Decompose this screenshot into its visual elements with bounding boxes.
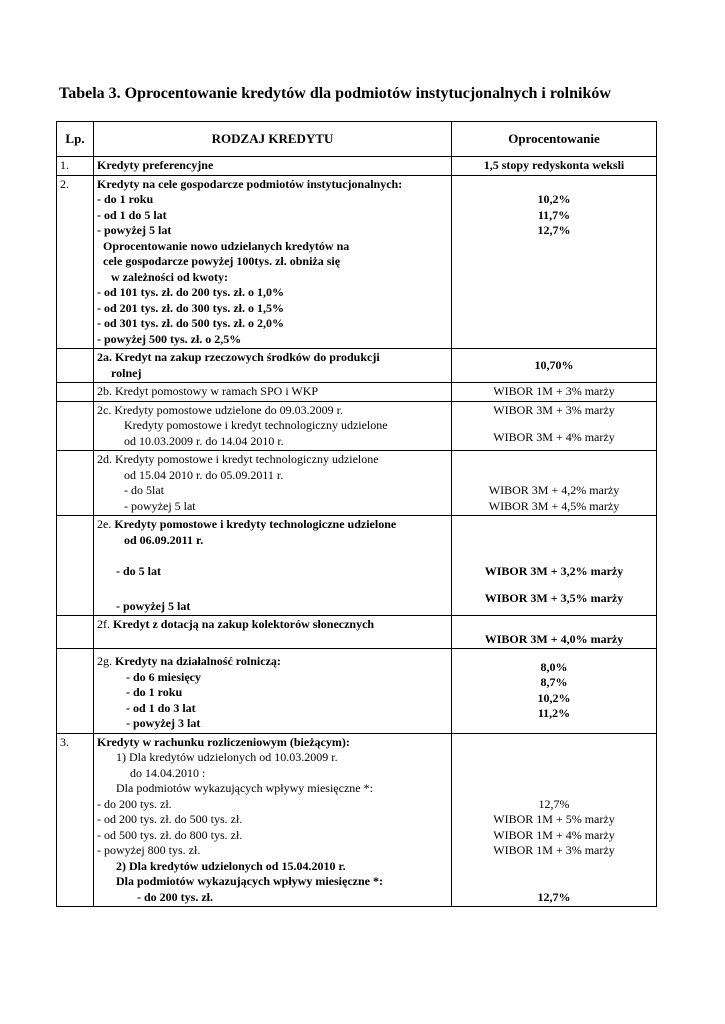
credit-kind-line: - do 1 roku xyxy=(126,685,183,699)
credit-kind-line: - do 1 roku xyxy=(97,192,154,206)
credit-rate xyxy=(452,451,657,516)
credit-kind-line: 2c. Kredyty pomostowe udzielone do 09.03.2009 r. xyxy=(97,402,343,417)
credit-kind-line: - powyżej 800 tys. zł. xyxy=(97,843,201,857)
credit-kind xyxy=(94,349,452,383)
credit-kind-line: - od 201 tys. zł. do 300 tys. zł. o 1,5% xyxy=(97,300,284,315)
credit-kind-line: od 15.04 2010 r. do 05.09.2011 r. xyxy=(124,467,284,482)
rate-value: 10,2% xyxy=(537,192,571,206)
credit-kind-line: - od 301 tys. zł. do 500 tys. zł. o 2,0% xyxy=(97,316,284,330)
table-row xyxy=(57,401,657,451)
table-row xyxy=(57,157,657,176)
credit-kind xyxy=(94,451,452,516)
credit-kind-line: od 06.09.2011 r. xyxy=(124,532,204,547)
table-row xyxy=(57,733,657,907)
credit-kind-line: Kredyty na cele gospodarcze podmiotów instytucjonalnych: xyxy=(97,176,403,191)
header-rate: Oprocentowanie xyxy=(452,122,657,157)
rate-value: 12,7% xyxy=(537,223,571,237)
rate-value: WIBOR 3M + 4,2% marży xyxy=(488,483,620,497)
credit-kind-line: rolnej xyxy=(111,365,142,380)
row-number: 1. xyxy=(57,157,94,176)
credit-kind-line: - do 5 lat xyxy=(116,563,161,578)
table-row xyxy=(57,175,657,349)
credit-kind-line: Dla podmiotów wykazujących wpływy miesięczne *: xyxy=(116,874,383,888)
credit-kind-line: 2g. Kredyty na działalność rolniczą: xyxy=(97,654,281,668)
credit-kind-line: do 14.04.2010 : xyxy=(130,765,206,780)
credit-kind-line: - do 200 tys. zł. xyxy=(137,889,213,904)
credit-kind-line: Oprocentowanie nowo udzielanych kredytów na xyxy=(103,238,350,253)
credit-kind-line: - od 101 tys. zł. do 200 tys. zł. o 1,0% xyxy=(97,285,284,299)
rate-value: 11,7% xyxy=(537,207,571,222)
credit-kind-line: - od 200 tys. zł. do 500 tys. zł. xyxy=(97,812,243,826)
credit-kind xyxy=(94,175,452,349)
rate-value: WIBOR 1M + 4% marży xyxy=(493,827,615,842)
credit-kind-line: - powyżej 500 tys. zł. o 2,5% xyxy=(97,331,242,346)
credit-rate: WIBOR 1M + 3% marży xyxy=(452,383,657,402)
table-row xyxy=(57,616,657,649)
credit-rate xyxy=(452,401,657,451)
credit-kind xyxy=(94,649,452,734)
credit-kind-line: 1) Dla kredytów udzielonych od 10.03.2009 r. xyxy=(116,750,338,764)
rate-value: WIBOR 3M + 4,5% marży xyxy=(488,498,620,513)
credit-kind-line: - od 1 do 3 lat xyxy=(126,700,196,715)
credit-kind-line: - od 500 tys. zł. do 800 tys. zł. xyxy=(97,827,243,842)
table-header-row xyxy=(57,122,657,157)
credit-kind xyxy=(94,516,452,616)
credit-kind: Kredyty preferencyjne xyxy=(94,157,452,176)
credit-kind: 2f. Kredyt z dotacją na zakup kolektorów słonecznych xyxy=(94,616,452,649)
credit-rate: 1,5 stopy redyskonta weksli xyxy=(452,157,657,176)
row-number: 2. xyxy=(57,175,94,349)
credit-kind-line: 2e. Kredyty pomostowe i kredyty technologiczne udzielone xyxy=(97,517,397,531)
rate-value: WIBOR 3M + 4% marży xyxy=(493,430,615,444)
credit-kind-line: Kredyty w rachunku rozliczeniowym (bieżącym): xyxy=(97,734,350,749)
rate-value: 8,0% xyxy=(540,659,568,674)
credit-kind-line: 2d. Kredyty pomostowe i kredyt technologiczny udzielone xyxy=(97,452,379,466)
rate-value: WIBOR 1M + 5% marży xyxy=(493,812,615,826)
credit-kind-line: 2) Dla kredytów udzielonych od 15.04.2010 r. xyxy=(116,858,346,873)
table-row xyxy=(57,349,657,383)
credit-kind-line: - do 200 tys. zł. xyxy=(97,796,172,811)
credit-kind-line: Kredyty pomostowe i kredyt technologiczny udzielone xyxy=(124,418,388,432)
row-number: 3. xyxy=(57,733,94,907)
credit-kind-line: 2a. Kredyt na zakup rzeczowych środków do produkcji xyxy=(97,350,380,364)
credit-kind-line: - do 5lat xyxy=(124,483,164,497)
table-row xyxy=(57,516,657,616)
rate-value: WIBOR 3M + 3% marży xyxy=(493,402,615,417)
credit-rate xyxy=(452,649,657,734)
credit-kind xyxy=(94,401,452,451)
credit-kind xyxy=(94,733,452,907)
credit-kind-line: - od 1 do 5 lat xyxy=(97,207,167,222)
table-row xyxy=(57,383,657,402)
rate-value: 10,2% xyxy=(537,690,571,705)
table-title: Tabela 3. Oprocentowanie kredytów dla podmiotów instytucjonalnych i rolników xyxy=(59,85,611,102)
table-row xyxy=(57,451,657,516)
credit-kind-line: - powyżej 5 lat xyxy=(97,223,172,237)
rate-value: 8,7% xyxy=(540,675,568,690)
rate-value: WIBOR 3M + 3,2% marży xyxy=(484,563,624,578)
rate-value: WIBOR 3M + 3,5% marży xyxy=(484,591,624,605)
credit-kind-line: - do 6 miesięcy xyxy=(126,669,201,684)
table-row xyxy=(57,649,657,734)
credit-kind-line: w zależności od kwoty: xyxy=(111,269,228,284)
interest-rate-table xyxy=(56,121,657,907)
rate-value: WIBOR 1M + 3% marży xyxy=(493,843,615,857)
credit-kind: 2b. Kredyt pomostowy w ramach SPO i WKP xyxy=(94,383,452,402)
credit-rate: 10,70% xyxy=(452,349,657,383)
credit-rate xyxy=(452,733,657,907)
credit-rate xyxy=(452,175,657,349)
credit-kind-line: Dla podmiotów wykazujących wpływy miesięczne *: xyxy=(116,781,373,795)
rate-value: 12,7% xyxy=(538,796,570,811)
rate-value: 11,2% xyxy=(537,706,571,721)
header-kind: RODZAJ KREDYTU xyxy=(94,122,452,157)
credit-kind-line: - powyżej 5 lat xyxy=(124,498,196,513)
credit-kind-line: - powyżej 5 lat xyxy=(116,598,191,613)
credit-rate: WIBOR 3M + 4,0% marży xyxy=(452,616,657,649)
credit-rate xyxy=(452,516,657,616)
rate-value: 12,7% xyxy=(537,889,571,904)
header-lp: Lp. xyxy=(57,122,94,157)
credit-kind-line: od 10.03.2009 r. do 14.04 2010 r. xyxy=(124,433,284,448)
credit-kind-line: - powyżej 3 lat xyxy=(126,716,201,730)
credit-kind-line: cele gospodarcze powyżej 100tys. zł. obniża się xyxy=(103,254,341,268)
